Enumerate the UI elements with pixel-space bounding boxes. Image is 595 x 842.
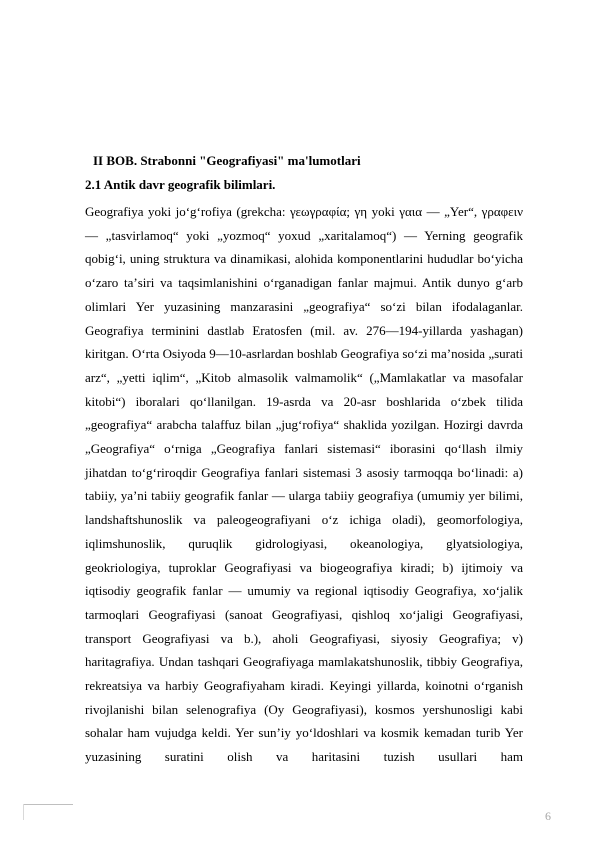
chapter-title: II BOB. Strabonni "Geografiyasi" ma'lumotlari [93,153,361,168]
body-text [85,200,523,769]
section-title: 2.1 Antik davr geografik bilimlari. [85,177,276,192]
footer-rule [23,804,24,820]
footer-divider [23,804,73,805]
page-number: 6 [545,809,551,823]
body-paragraph: Geografiya yoki joʻgʻrofiya (grekcha: γεωγραφία; γη yoki γαια — „Yer“, γραφειν — „tasvirlamoq“ yoki „yozmoq“ yoxud „xaritalamoq“) — Yerning geografik qobigʻi, uning struktura va dinamikasi, alohida komponentlarini hududlar boʻyicha oʻzaro taʼsiri va taqsimlanishini oʻrganadigan fanlar majmui. Antik dunyo gʻarb olimlari Yer yuzasining manzarasini „geografiya“ soʻzi bilan ifodalaganlar. Geografiya terminini dastlab Eratosfen (mil. av. 276—194-yillarda yashagan) kiritgan. Oʻrta Osiyoda 9—10-asrlardan boshlab Geografiya soʻzi maʼnosida „surati arz“, „yetti iqlim“, „Kitob almasolik valmamolik“ („Mamlakatlar va masofalar kitobi“) iboralari qoʻllanilgan. 19-asrda va 20-asr boshlarida oʻzbek tilida „geografiya“ arabcha talaffuz bilan „jugʻrofiya“ shaklida yozilgan. Hozirgi davrda „Geografiya“ oʻrniga „Geografiya fanlari sistemasi“ iborasini qoʻllash ilmiy jihatdan toʻgʻriroqdir Geografiya fanlari sistemasi 3 asosiy tarmoqqa boʻlinadi: a) tabiiy, yaʼni tabiiy geografik fanlar — ularga tabiiy geografiya (umumiy yer bilimi, landshaftshunoslik va paleogeografiyani oʻz ichiga oladi), geomorfologiya, iqlimshunoslik, quruqlik gidrologiyasi, okeanologiya, glyatsiologiya, geokriologiya, tuproklar Geografiyasi va biogeografiya kiradi; b) ijtimoiy va iqtisodiy geografik fanlar — umumiy va regional iqtisodiy Geografiya, xoʻjalik tarmoqlari Geografiyasi (sanoat Geografiyasi, qishloq xoʻjaligi Geografiyasi, transport Geografiyasi va b.), aholi Geografiyasi, siyosiy Geografiya; v) haritagrafiya. Undan tashqari Geografiyaga mamlakatshunoslik, tibbiy Geografiya, rekreatsiya va harbiy Geografiyaham kiradi. Keyingi yillarda, koinotni oʻrganish rivojlanishi bilan selenografiya (Oy Geografiyasi), kosmos yershunosligi kabi sohalar ham vujudga keldi. Yer sunʼiy yoʻldoshlari va kosmik kemadan turib Yer yuzasining suratini olish va haritasini tuzish usullari ham [85,204,523,765]
